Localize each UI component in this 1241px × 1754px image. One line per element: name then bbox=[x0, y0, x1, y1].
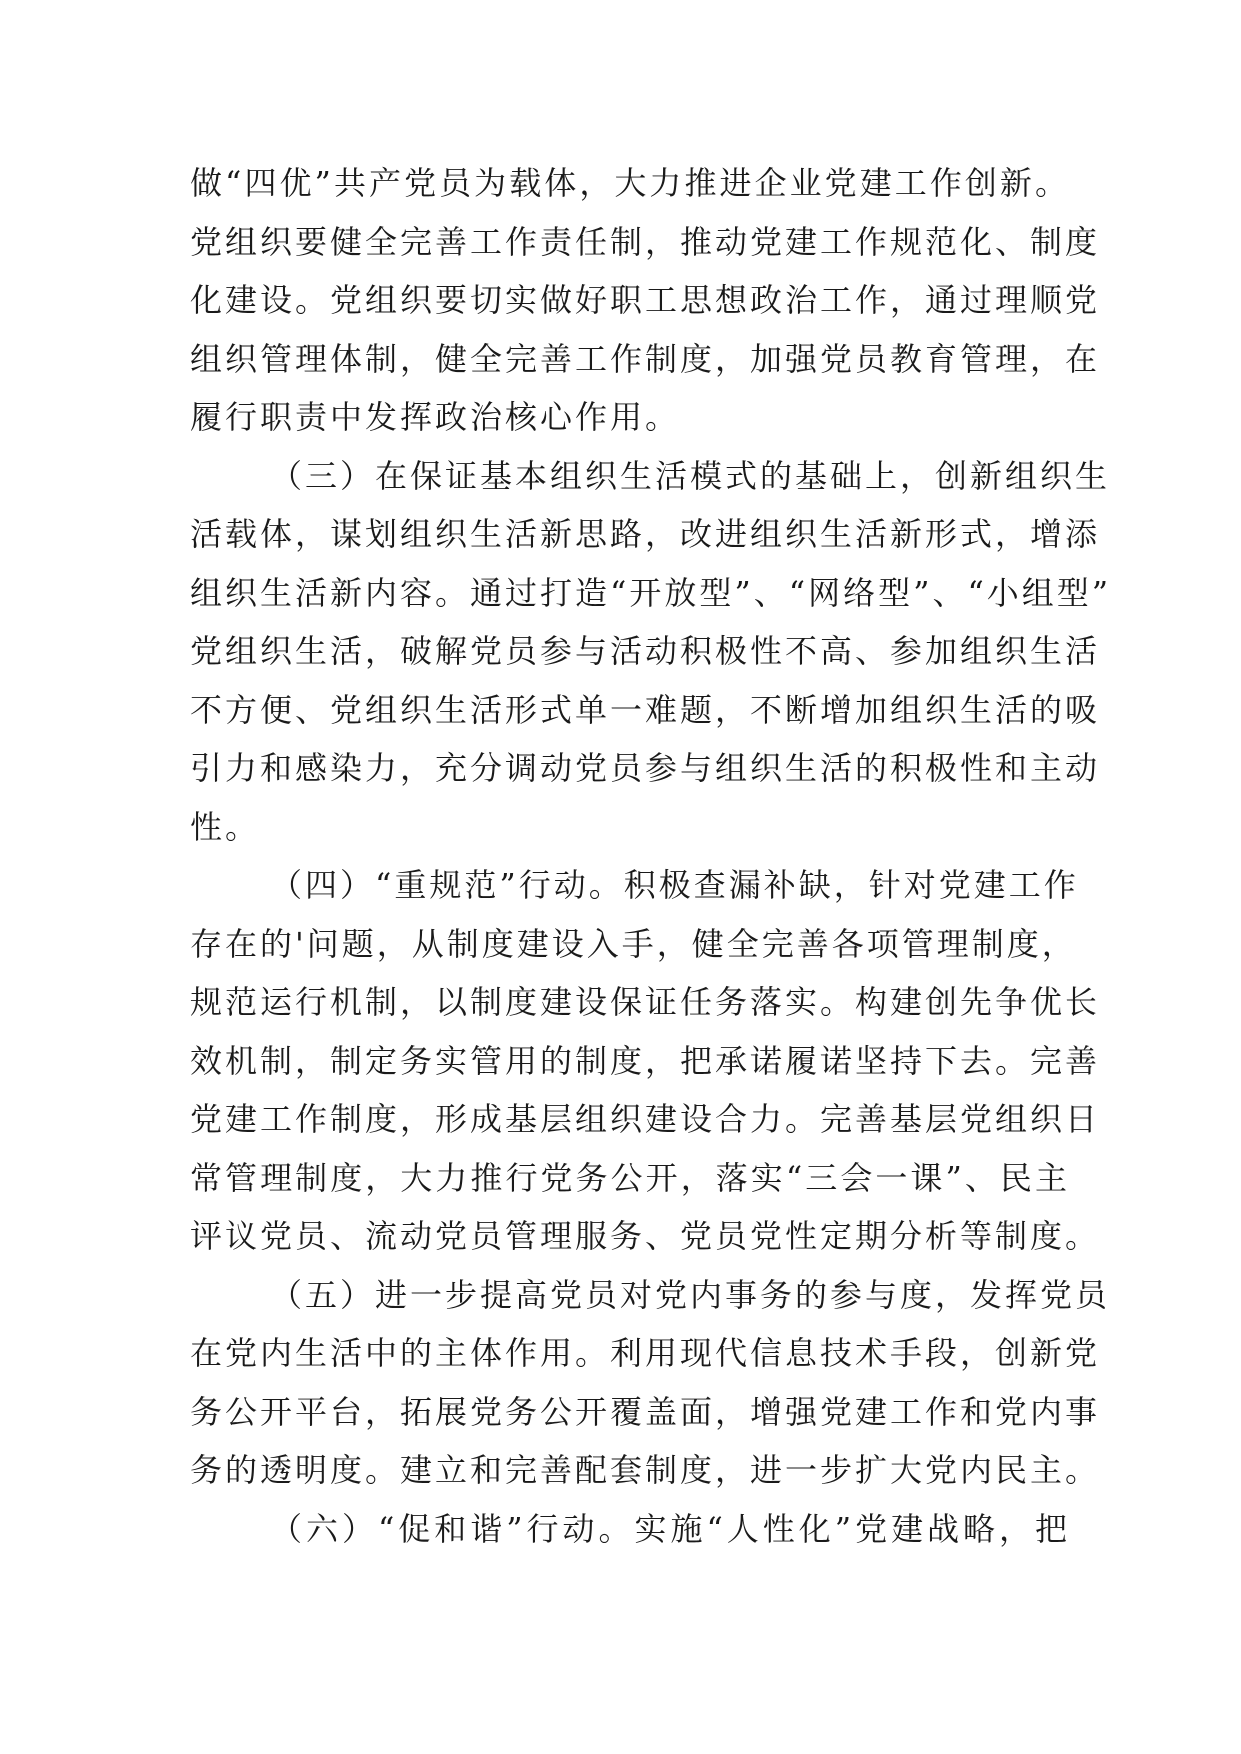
text-line: 常管理制度，大力推行党务公开，落实“三会一课”、民主 bbox=[190, 1158, 1070, 1197]
text-line: 在党内生活中的主体作用。利用现代信息技术手段，创新党 bbox=[190, 1334, 1101, 1372]
paragraph-start-line: （五）进一步提高党员对党内事务的参与度，发挥党员 bbox=[270, 1275, 1111, 1314]
text-line: 活载体，谋划组织生活新思路，改进组织生活新形式，增添 bbox=[190, 515, 1101, 553]
text-line: 组织生活新内容。通过打造“开放型”、“网络型”、“小组型” bbox=[190, 573, 1112, 612]
text-line: 规范运行机制，以制度建设保证任务落实。构建创先争优长 bbox=[190, 983, 1101, 1021]
text-line: 党组织要健全完善工作责任制，推动党建工作规范化、制度 bbox=[190, 222, 1101, 261]
text-line: 务的透明度。建立和完善配套制度，进一步扩大党内民主。 bbox=[190, 1451, 1101, 1489]
text-line: 化建设。党组织要切实做好职工思想政治工作，通过理顺党 bbox=[190, 281, 1101, 319]
text-line: 评议党员、流动党员管理服务、党员党性定期分析等制度。 bbox=[190, 1217, 1101, 1255]
text-line: 做“四优”共产党员为载体，大力推进企业党建工作创新。 bbox=[190, 164, 1070, 202]
text-line: 引力和感染力，充分调动党员参与组织生活的积极性和主动 bbox=[190, 749, 1101, 787]
text-line: 性。 bbox=[190, 807, 261, 846]
text-line: 不方便、党组织生活形式单一难题，不断增加组织生活的吸 bbox=[190, 690, 1101, 729]
text-line: 效机制，制定务实管用的制度，把承诺履诺坚持下去。完善 bbox=[190, 1041, 1101, 1080]
text-line: 党组织生活，破解党员参与活动积极性不高、参加组织生活 bbox=[190, 632, 1101, 670]
document-body bbox=[190, 154, 1112, 1558]
text-line: 党建工作制度，形成基层组织建设合力。完善基层党组织日 bbox=[190, 1100, 1101, 1138]
text-line: 履行职责中发挥政治核心作用。 bbox=[190, 398, 681, 436]
text-line: 务公开平台，拓展党务公开覆盖面，增强党建工作和党内事 bbox=[190, 1392, 1101, 1431]
paragraph-start-line: （四）“重规范”行动。积极查漏补缺，针对党建工作 bbox=[270, 866, 1079, 904]
paragraph-start-line: （三）在保证基本组织生活模式的基础上，创新组织生 bbox=[270, 456, 1111, 495]
text-line: 组织管理体制，健全完善工作制度，加强党员教育管理，在 bbox=[190, 339, 1101, 378]
text-line: 存在的'问题，从制度建设入手，健全完善各项管理制度， bbox=[190, 924, 1077, 963]
paragraph-start-line: （六）“促和谐”行动。实施“人性化”党建战略，把 bbox=[270, 1509, 1070, 1548]
